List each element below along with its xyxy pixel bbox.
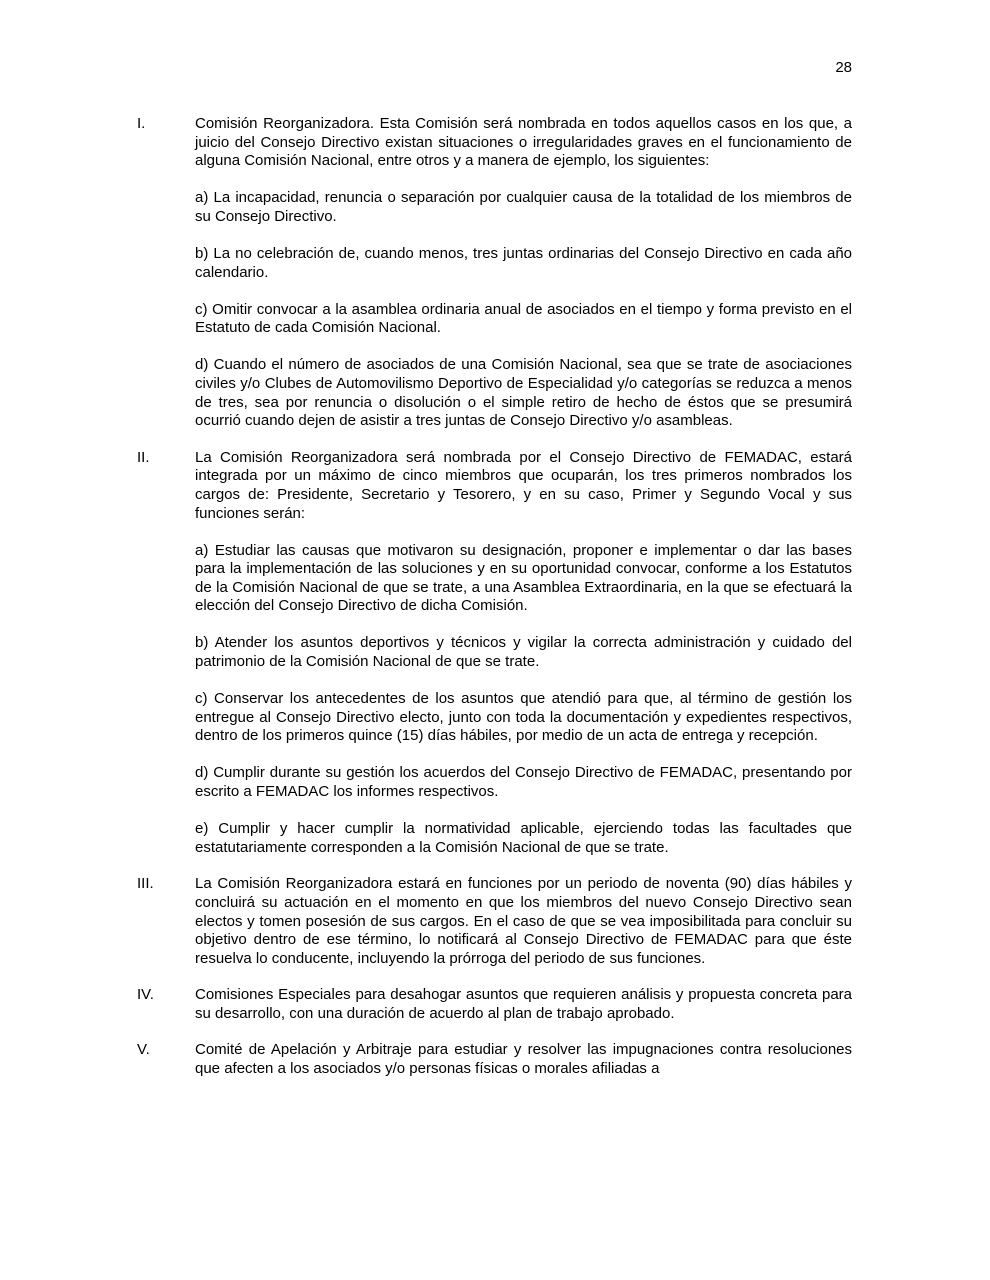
page-number: 28 xyxy=(835,59,852,76)
item-numeral: V. xyxy=(137,1041,150,1059)
item-body xyxy=(195,986,852,1023)
list-item-v xyxy=(137,1041,852,1078)
paragraph: Comisiones Especiales para desahogar asuntos que requieren análisis y propuesta concreta para su desarrollo, con una duración de acuerdo al plan de trabajo aprobado. xyxy=(195,986,852,1022)
document-body xyxy=(137,115,852,1097)
item-numeral: II. xyxy=(137,448,150,466)
paragraph: La Comisión Reorganizadora estará en funciones por un periodo de noventa (90) días hábiles y concluirá su actuación en el momento en que los miembros del nuevo Consejo Directivo sean electos y tomen posesión de sus cargos. En el caso de que se vea imposibilitada para concluir su objetivo dentro de ese término, lo notificará al Consejo Directivo de FEMADAC para que éste resuelva lo conducente, incluyendo la prórroga del periodo de sus funciones. xyxy=(195,875,852,967)
paragraph: e) Cumplir y hacer cumplir la normatividad aplicable, ejerciendo todas las facultades que estatutariamente corresponden a la Comisión Nacional de que se trate. xyxy=(195,820,852,856)
paragraph: a) La incapacidad, renuncia o separación por cualquier causa de la totalidad de los miembros de su Consejo Directivo. xyxy=(195,189,852,225)
paragraph: d) Cumplir durante su gestión los acuerdos del Consejo Directivo de FEMADAC, presentando por escrito a FEMADAC los informes respectivos. xyxy=(195,764,852,801)
item-numeral: I. xyxy=(137,115,146,132)
paragraph: c) Omitir convocar a la asamblea ordinaria anual de asociados en el tiempo y forma previsto en el Estatuto de cada Comisión Nacional. xyxy=(195,300,852,337)
paragraph: La Comisión Reorganizadora será nombrada por el Consejo Directivo de FEMADAC, estará integrada por un máximo de cinco miembros que ocuparán, los tres primeros nombrados los cargos de: Presidente, Secretario y Tesorero, y en su caso, Primer y Segundo Vocal y sus funciones serán: xyxy=(195,448,852,522)
list-item-i xyxy=(137,115,852,431)
item-body xyxy=(195,875,852,968)
list-item-iii xyxy=(137,875,852,968)
list-item-ii xyxy=(137,449,852,858)
paragraph: Comité de Apelación y Arbitraje para estudiar y resolver las impugnaciones contra resoluciones que afecten a los asociados y/o personas físicas o morales afiliadas a xyxy=(195,1041,852,1078)
paragraph: b) Atender los asuntos deportivos y técnicos y vigilar la correcta administración y cuidado del patrimonio de la Comisión Nacional de que se trate. xyxy=(195,634,852,671)
paragraph: Comisión Reorganizadora. Esta Comisión será nombrada en todos aquellos casos en los que, a juicio del Consejo Directivo existan situaciones o irregularidades graves en el funcionamiento de alguna Comisión Nacional, entre otros y a manera de ejemplo, los siguientes: xyxy=(195,115,852,170)
item-body xyxy=(195,115,852,431)
item-body xyxy=(195,449,852,858)
paragraph: b) La no celebración de, cuando menos, tres juntas ordinarias del Consejo Directivo en cada año calendario. xyxy=(195,244,852,281)
paragraph: d) Cuando el número de asociados de una Comisión Nacional, sea que se trate de asociaciones civiles y/o Clubes de Automovilismo Deportivo de Especialidad y/o categorías se reduzca a menos de tres, sea por renuncia o disolución o el simple retiro de hecho de éstos que se presumirá ocurrió cuando dejen de asistir a tres juntas de Consejo Directivo y/o asambleas. xyxy=(195,356,852,430)
paragraph: c) Conservar los antecedentes de los asuntos que atendió para que, al término de gestión los entregue al Consejo Directivo electo, junto con toda la documentación y expedientes respectivos, dentro de los primeros quince (15) días hábiles, por medio de un acta de entrega y recepción. xyxy=(195,690,852,745)
item-body xyxy=(195,1041,852,1078)
list-item-iv xyxy=(137,986,852,1023)
item-numeral: III. xyxy=(137,875,154,893)
item-numeral: IV. xyxy=(137,986,154,1004)
paragraph: a) Estudiar las causas que motivaron su designación, proponer e implementar o dar las bases para la implementación de las soluciones y en su oportunidad convocar, conforme a los Estatutos de la Comisión Nacional de que se trate, a una Asamblea Extraordinaria, en la que se efectuará la elección del Consejo Directivo de dicha Comisión. xyxy=(195,541,852,615)
